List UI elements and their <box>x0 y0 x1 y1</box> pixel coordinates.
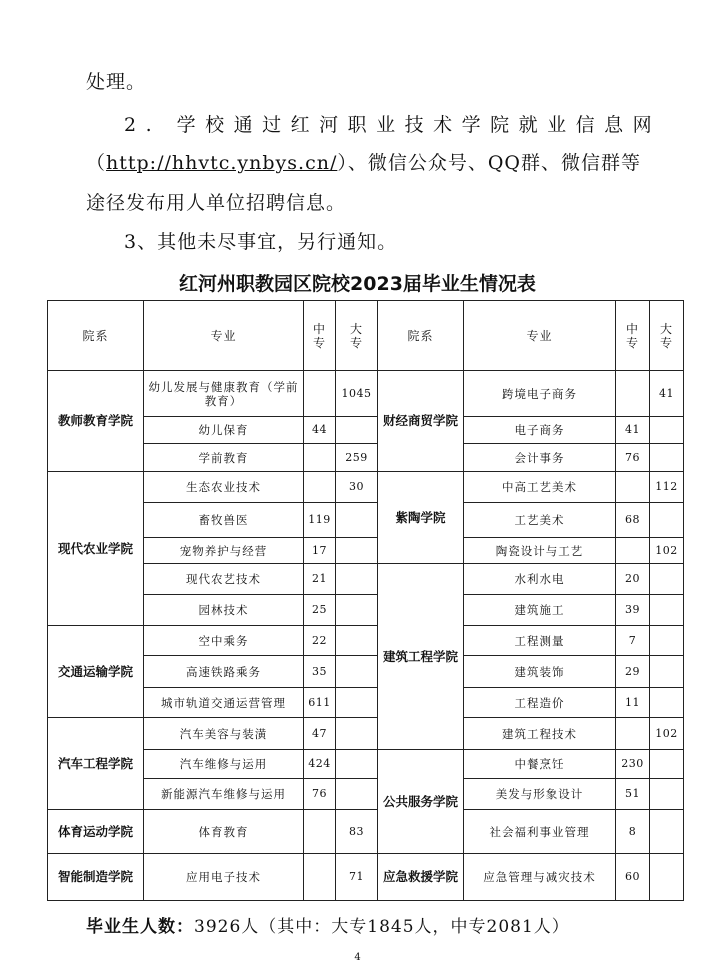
zhong-cell: 424 <box>304 750 336 779</box>
zhong-cell: 29 <box>616 656 650 688</box>
dept-left: 现代农业学院 <box>48 472 144 626</box>
da-cell <box>650 503 684 538</box>
table-row <box>48 810 684 854</box>
zhong-cell <box>304 444 336 472</box>
zhong-cell: 230 <box>616 750 650 779</box>
zhong-cell <box>304 854 336 901</box>
major-cell: 建筑施工 <box>464 595 616 626</box>
major-cell: 工艺美术 <box>464 503 616 538</box>
header-dept-left: 院系 <box>48 301 144 371</box>
zhong-cell <box>616 538 650 564</box>
da-cell <box>650 564 684 595</box>
major-cell: 工程测量 <box>464 626 616 656</box>
da-cell <box>336 750 378 779</box>
da-cell: 1045 <box>336 371 378 417</box>
da-cell <box>650 810 684 854</box>
dept-right: 公共服务学院 <box>378 750 464 854</box>
paren-open: （ <box>86 152 107 174</box>
da-cell <box>650 626 684 656</box>
major-cell: 电子商务 <box>464 417 616 444</box>
table-row <box>48 779 684 810</box>
page-number: 4 <box>354 952 361 963</box>
major-cell: 美发与形象设计 <box>464 779 616 810</box>
dept-left: 智能制造学院 <box>48 854 144 901</box>
zhong-cell: 11 <box>616 688 650 718</box>
dept-right: 财经商贸学院 <box>378 371 464 472</box>
zhong-cell: 51 <box>616 779 650 810</box>
table-header-row <box>48 301 684 371</box>
header-da-left: 大专 <box>336 301 378 371</box>
major-cell: 社会福利事业管理 <box>464 810 616 854</box>
da-cell <box>336 718 378 750</box>
major-cell: 城市轨道交通运营管理 <box>144 688 304 718</box>
zhong-cell: 35 <box>304 656 336 688</box>
header-major-left: 专业 <box>144 301 304 371</box>
da-cell <box>650 656 684 688</box>
major-cell: 新能源汽车维修与运用 <box>144 779 304 810</box>
table-row <box>48 371 684 417</box>
da-cell <box>650 595 684 626</box>
table-row <box>48 503 684 538</box>
table-row <box>48 750 684 779</box>
dept-left: 教师教育学院 <box>48 371 144 472</box>
major-cell: 空中乘务 <box>144 626 304 656</box>
da-cell <box>650 444 684 472</box>
zhong-cell: 611 <box>304 688 336 718</box>
table-row <box>48 854 684 901</box>
table-row <box>48 472 684 503</box>
channels-text: ）、微信公众号、QQ群、微信群等 <box>337 152 642 174</box>
graduate-summary <box>86 912 570 937</box>
table-row <box>48 564 684 595</box>
da-cell <box>650 854 684 901</box>
zhong-cell: 17 <box>304 538 336 564</box>
major-cell: 应急管理与减灾技术 <box>464 854 616 901</box>
major-cell: 应用电子技术 <box>144 854 304 901</box>
header-dept-right: 院系 <box>378 301 464 371</box>
table-row <box>48 595 684 626</box>
zhong-cell: 60 <box>616 854 650 901</box>
major-cell: 汽车维修与运用 <box>144 750 304 779</box>
major-cell: 中餐烹饪 <box>464 750 616 779</box>
dept-left: 体育运动学院 <box>48 810 144 854</box>
da-cell <box>650 779 684 810</box>
da-cell <box>650 750 684 779</box>
header-da-right: 大专 <box>650 301 684 371</box>
table-title: 红河州职教园区院校2023届毕业生情况表 <box>179 273 536 295</box>
major-cell: 幼儿保育 <box>144 417 304 444</box>
major-cell: 会计事务 <box>464 444 616 472</box>
major-cell: 学前教育 <box>144 444 304 472</box>
summary-value: 3926人（其中：大专1845人，中专2081人） <box>194 917 570 937</box>
paragraph-line-5: 3、其他未尽事宜，另行通知。 <box>124 231 398 253</box>
graduates-table <box>47 300 684 901</box>
da-cell: 259 <box>336 444 378 472</box>
major-cell: 工程造价 <box>464 688 616 718</box>
zhong-cell <box>304 371 336 417</box>
major-cell: 现代农艺技术 <box>144 564 304 595</box>
da-cell <box>336 417 378 444</box>
major-cell: 体育教育 <box>144 810 304 854</box>
zhong-cell: 39 <box>616 595 650 626</box>
major-cell: 建筑工程技术 <box>464 718 616 750</box>
zhong-cell <box>304 472 336 503</box>
da-cell: 71 <box>336 854 378 901</box>
da-cell <box>650 417 684 444</box>
header-zhong-left: 中专 <box>304 301 336 371</box>
zhong-cell: 76 <box>304 779 336 810</box>
major-cell: 建筑装饰 <box>464 656 616 688</box>
da-cell <box>336 538 378 564</box>
major-cell: 幼儿发展与健康教育（学前教育） <box>144 371 304 417</box>
table-row <box>48 688 684 718</box>
da-cell: 112 <box>650 472 684 503</box>
table-row <box>48 718 684 750</box>
da-cell <box>336 564 378 595</box>
da-cell: 41 <box>650 371 684 417</box>
dept-left: 交通运输学院 <box>48 626 144 718</box>
paragraph-line-3 <box>86 151 641 175</box>
summary-label: 毕业生人数： <box>86 917 194 937</box>
zhong-cell: 7 <box>616 626 650 656</box>
da-cell <box>336 595 378 626</box>
zhong-cell: 22 <box>304 626 336 656</box>
table-row <box>48 656 684 688</box>
da-cell: 102 <box>650 718 684 750</box>
major-cell: 园林技术 <box>144 595 304 626</box>
da-cell <box>336 779 378 810</box>
dept-right: 建筑工程学院 <box>378 564 464 750</box>
major-cell: 水利水电 <box>464 564 616 595</box>
table-row <box>48 444 684 472</box>
header-zhong-right: 中专 <box>616 301 650 371</box>
zhong-cell: 21 <box>304 564 336 595</box>
dept-right: 紫陶学院 <box>378 472 464 564</box>
da-cell <box>336 656 378 688</box>
table-row <box>48 626 684 656</box>
table-row <box>48 417 684 444</box>
zhong-cell: 8 <box>616 810 650 854</box>
paragraph-line-4: 途径发布用人单位招聘信息。 <box>86 192 347 214</box>
major-cell: 跨境电子商务 <box>464 371 616 417</box>
da-cell: 83 <box>336 810 378 854</box>
major-cell: 畜牧兽医 <box>144 503 304 538</box>
zhong-cell: 76 <box>616 444 650 472</box>
zhong-cell: 41 <box>616 417 650 444</box>
major-cell: 中高工艺美术 <box>464 472 616 503</box>
major-cell: 高速铁路乘务 <box>144 656 304 688</box>
major-cell: 陶瓷设计与工艺 <box>464 538 616 564</box>
dept-right: 应急救援学院 <box>378 854 464 901</box>
zhong-cell: 47 <box>304 718 336 750</box>
paragraph-line-1: 处理。 <box>86 71 147 93</box>
zhong-cell: 44 <box>304 417 336 444</box>
header-major-right: 专业 <box>464 301 616 371</box>
table-row <box>48 538 684 564</box>
da-cell <box>650 688 684 718</box>
zhong-cell <box>616 718 650 750</box>
da-cell <box>336 626 378 656</box>
zhong-cell: 68 <box>616 503 650 538</box>
zhong-cell: 20 <box>616 564 650 595</box>
zhong-cell <box>616 472 650 503</box>
major-cell: 宠物养护与经营 <box>144 538 304 564</box>
da-cell: 102 <box>650 538 684 564</box>
website-link[interactable]: http://hhvtc.ynbys.cn/ <box>106 152 338 174</box>
da-cell <box>336 688 378 718</box>
major-cell: 生态农业技术 <box>144 472 304 503</box>
da-cell <box>336 503 378 538</box>
major-cell: 汽车美容与装潢 <box>144 718 304 750</box>
paragraph-line-2: 2. 学校通过红河职业技术学院就业信息网 <box>124 114 662 136</box>
dept-left: 汽车工程学院 <box>48 718 144 810</box>
da-cell: 30 <box>336 472 378 503</box>
zhong-cell <box>616 371 650 417</box>
zhong-cell <box>304 810 336 854</box>
zhong-cell: 25 <box>304 595 336 626</box>
zhong-cell: 119 <box>304 503 336 538</box>
